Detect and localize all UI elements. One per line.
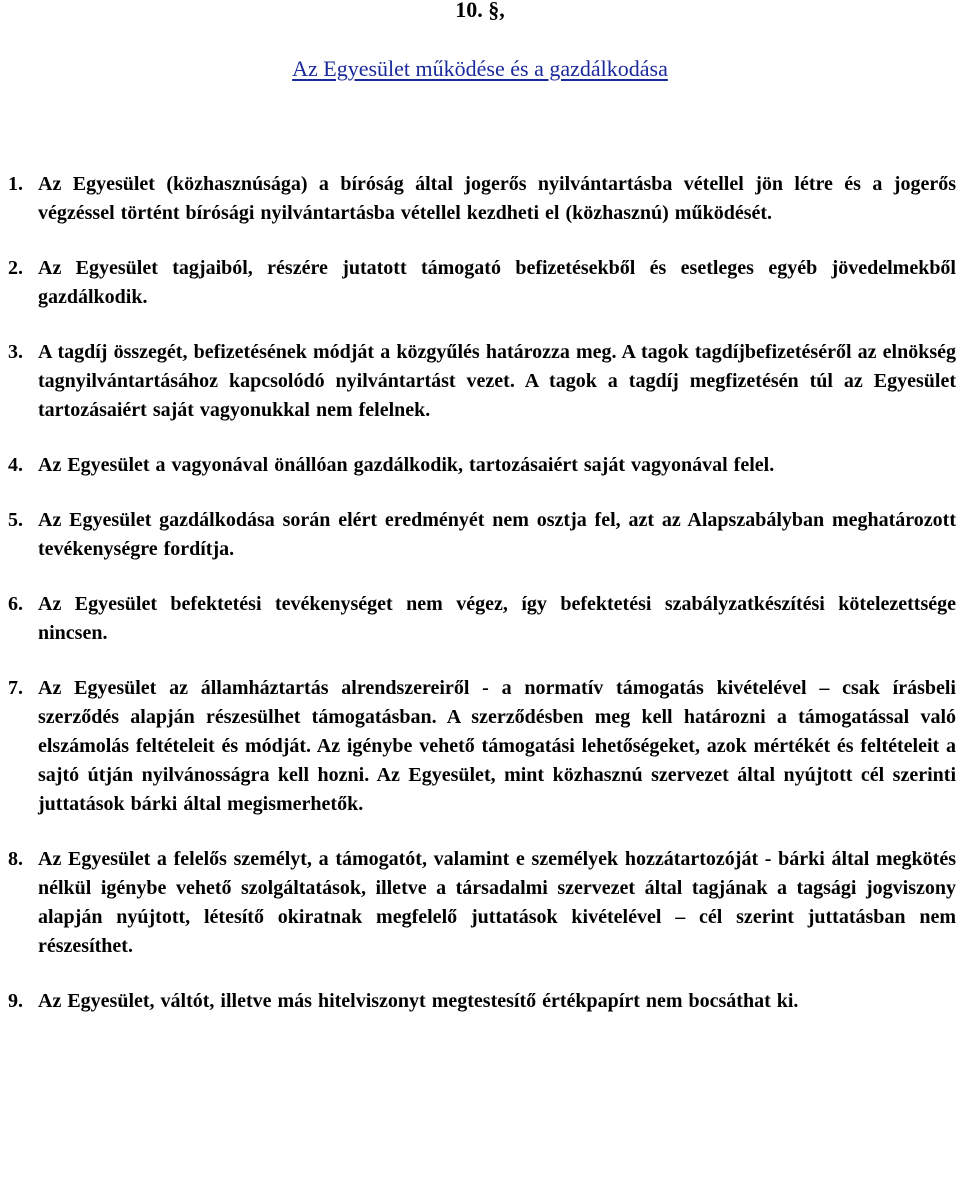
clause-text: Az Egyesület, váltót, illetve más hitelviszonyt megtestesítő értékpapírt nem bocsáthat ki. (38, 990, 799, 1012)
clause-number: 2. (8, 257, 23, 279)
clause-number: 3. (8, 341, 23, 363)
clause-1 (8, 170, 956, 228)
clause-number: 4. (8, 454, 23, 476)
clause-text: Az Egyesület a felelős személyt, a támogatót, valamint e személyek hozzátartozóját - bárki által megkötés nélkül igénybe vehető szolgáltatások, illetve a társadalmi szervezet által tagjának a tagsági jogviszony alapján nyújtott, létesítő okiratnak megfelelő juttatások kivételével – cél szerint juttatásban nem részesíthet. (38, 848, 956, 957)
clause-2 (8, 254, 956, 312)
clause-5 (8, 506, 956, 564)
clause-text: Az Egyesület a vagyonával önállóan gazdálkodik, tartozásaiért saját vagyonával felel. (38, 454, 775, 476)
clause-number: 1. (8, 173, 23, 195)
clause-text: Az Egyesület gazdálkodása során elért eredményét nem osztja fel, azt az Alapszabályban meghatározott tevékenységre fordítja. (38, 509, 956, 560)
clause-text: A tagdíj összegét, befizetésének módját a közgyűlés határozza meg. A tagok tagdíjbefizetéséről az elnökség tagnyilvántartásához kapcsolódó nyilvántartást vezet. A tagok a tagdíj megfizetésén túl az Egyesület tartozásaiért saját vagyonukkal nem felelnek. (38, 341, 956, 421)
clause-list (8, 170, 956, 1042)
clause-number: 9. (8, 990, 23, 1012)
clause-4 (8, 451, 956, 480)
clause-6 (8, 590, 956, 648)
clause-number: 5. (8, 509, 23, 531)
clause-3 (8, 338, 956, 425)
section-title: Az Egyesület működése és a gazdálkodása (292, 56, 668, 81)
clause-text: Az Egyesület tagjaiból, részére jutatott támogató befizetésekből és esetleges egyéb jövedelmekből gazdálkodik. (38, 257, 956, 308)
clause-number: 7. (8, 677, 23, 699)
clause-text: Az Egyesület befektetési tevékenységet nem végez, így befektetési szabályzatkészítési kötelezettsége nincsen. (38, 593, 956, 644)
clause-number: 8. (8, 848, 23, 870)
clause-number: 6. (8, 593, 23, 615)
clause-8 (8, 845, 956, 961)
section-number: 10. §, (455, 0, 505, 22)
clause-7 (8, 674, 956, 819)
clause-text: Az Egyesület (közhasznúsága) a bíróság által jogerős nyilvántartásba vétellel jön létre és a jogerős végzéssel történt bírósági nyilvántartásba vétellel kezdheti el (közhasznú) működését. (38, 173, 956, 224)
clause-text: Az Egyesület az államháztartás alrendszereiről - a normatív támogatás kivételével – csak írásbeli szerződés alapján részesülhet támogatásban. A szerződésben meg kell határozni a támogatással való elszámolás feltételeit és módját. Az igénybe vehető támogatási lehetőségeket, azok mértékét és feltételeit a sajtó útján nyilvánosságra kell hozni. Az Egyesület, mint közhasznú szervezet által nyújtott cél szerinti juttatások bárki által megismerhetők. (38, 677, 956, 815)
clause-9 (8, 987, 956, 1016)
